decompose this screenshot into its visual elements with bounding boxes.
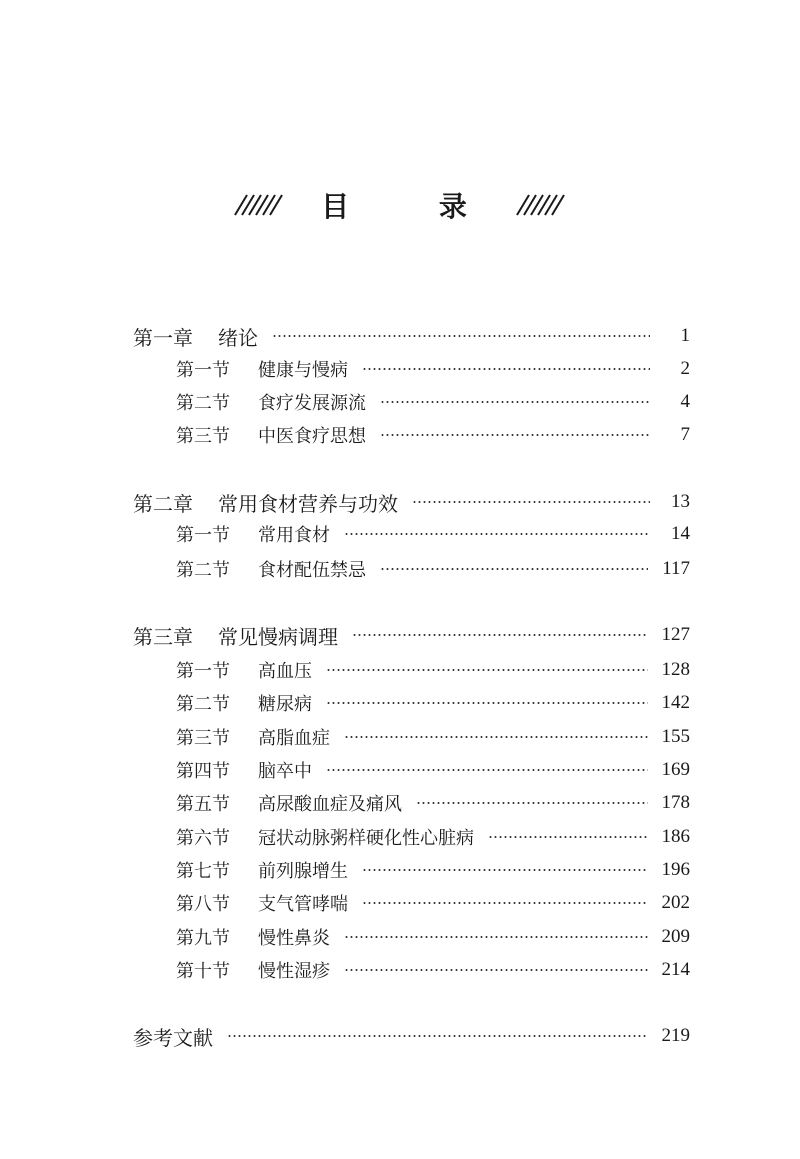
dot-leader <box>416 802 648 804</box>
chapter-number: 第一章 <box>133 325 193 350</box>
toc-section-3-1[interactable] <box>176 655 690 685</box>
section-number: 第十节 <box>176 961 230 982</box>
toc-section-3-7[interactable] <box>176 855 690 885</box>
chapter-number: 第二章 <box>133 491 193 516</box>
page-number: 142 <box>661 692 690 713</box>
dot-leader <box>344 533 650 535</box>
chapter-title: 常用食材营养与功效 <box>218 491 398 516</box>
page-number: 196 <box>661 859 690 880</box>
dot-leader <box>380 434 650 436</box>
section-number: 第二节 <box>176 560 230 581</box>
toc-title <box>0 183 800 227</box>
page-number: 214 <box>661 959 690 980</box>
section-number: 第五节 <box>176 794 230 815</box>
section-title: 常用食材 <box>258 525 330 546</box>
toc-chapter-1[interactable] <box>133 321 690 351</box>
section-title: 前列腺增生 <box>258 861 348 882</box>
chapter-title: 绪论 <box>218 325 258 350</box>
page-number: 155 <box>661 726 690 747</box>
toc-section-3-4[interactable] <box>176 755 690 785</box>
section-number: 第八节 <box>176 894 230 915</box>
section-title: 食疗发展源流 <box>258 393 366 414</box>
section-title: 高脂血症 <box>258 728 330 749</box>
section-title: 食材配伍禁忌 <box>258 560 366 581</box>
toc-references[interactable] <box>133 1021 690 1051</box>
dot-leader <box>326 669 648 671</box>
section-title: 中医食疗思想 <box>258 426 366 447</box>
section-title: 支气管哮喘 <box>258 894 348 915</box>
page-number: 202 <box>661 892 690 913</box>
section-number: 第六节 <box>176 828 230 849</box>
page-number: 7 <box>680 424 690 445</box>
section-title: 慢性湿疹 <box>258 961 330 982</box>
dot-leader <box>344 969 648 971</box>
toc-section-1-1[interactable] <box>176 354 690 384</box>
page-number: 209 <box>661 926 690 947</box>
toc-chapter-2[interactable] <box>133 487 690 517</box>
dot-leader <box>352 634 648 636</box>
toc-section-1-2[interactable] <box>176 387 690 417</box>
page-number: 14 <box>671 523 690 544</box>
section-number: 第二节 <box>176 393 230 414</box>
section-number: 第一节 <box>176 525 230 546</box>
page-number: 128 <box>661 659 690 680</box>
page-number: 219 <box>661 1025 690 1046</box>
dot-leader <box>488 836 648 838</box>
section-number: 第一节 <box>176 661 230 682</box>
page-number: 1 <box>680 325 690 346</box>
page-title: 目 录 <box>321 190 507 223</box>
dot-leader <box>227 1035 648 1037</box>
page-number: 169 <box>661 759 690 780</box>
toc-section-3-2[interactable] <box>176 688 690 718</box>
section-title: 脑卒中 <box>258 761 312 782</box>
toc-chapter-3[interactable] <box>133 620 690 650</box>
section-number: 第一节 <box>176 360 230 381</box>
section-number: 第七节 <box>176 861 230 882</box>
dot-leader <box>362 869 648 871</box>
section-number: 第二节 <box>176 694 230 715</box>
page-number: 2 <box>680 358 690 379</box>
section-title: 高尿酸血症及痛风 <box>258 794 402 815</box>
section-title: 冠状动脉粥样硬化性心脏病 <box>258 828 474 849</box>
section-title: 健康与慢病 <box>258 360 348 381</box>
chapter-number: 第三章 <box>133 624 193 649</box>
toc-section-1-3[interactable] <box>176 420 690 450</box>
toc-section-2-1[interactable] <box>176 519 690 549</box>
dot-leader <box>344 936 648 938</box>
toc-section-3-10[interactable] <box>176 955 690 985</box>
dot-leader <box>326 769 648 771</box>
toc-section-3-8[interactable] <box>176 888 690 918</box>
section-number: 第三节 <box>176 426 230 447</box>
toc-section-3-3[interactable] <box>176 722 690 752</box>
chapter-title: 常见慢病调理 <box>218 624 338 649</box>
toc-section-2-2[interactable] <box>176 554 690 584</box>
dot-leader <box>344 736 648 738</box>
toc-section-3-6[interactable] <box>176 822 690 852</box>
page-number: 186 <box>661 826 690 847</box>
dot-leader <box>362 902 648 904</box>
dot-leader <box>380 568 648 570</box>
hatch-ornament-left-icon <box>233 193 285 217</box>
toc-section-3-9[interactable] <box>176 922 690 952</box>
dot-leader <box>362 368 650 370</box>
page-number: 178 <box>661 792 690 813</box>
section-title: 高血压 <box>258 661 312 682</box>
dot-leader <box>272 335 650 337</box>
dot-leader <box>412 501 650 503</box>
page-number: 127 <box>661 624 690 645</box>
dot-leader <box>380 401 650 403</box>
references-title: 参考文献 <box>133 1025 213 1050</box>
page-number: 117 <box>662 558 690 579</box>
section-number: 第三节 <box>176 728 230 749</box>
section-title: 慢性鼻炎 <box>258 928 330 949</box>
section-title: 糖尿病 <box>258 694 312 715</box>
page-number: 13 <box>671 491 690 512</box>
section-number: 第九节 <box>176 928 230 949</box>
hatch-ornament-right-icon <box>515 193 567 217</box>
dot-leader <box>326 702 648 704</box>
section-number: 第四节 <box>176 761 230 782</box>
toc-section-3-5[interactable] <box>176 788 690 818</box>
page-number: 4 <box>680 391 690 412</box>
